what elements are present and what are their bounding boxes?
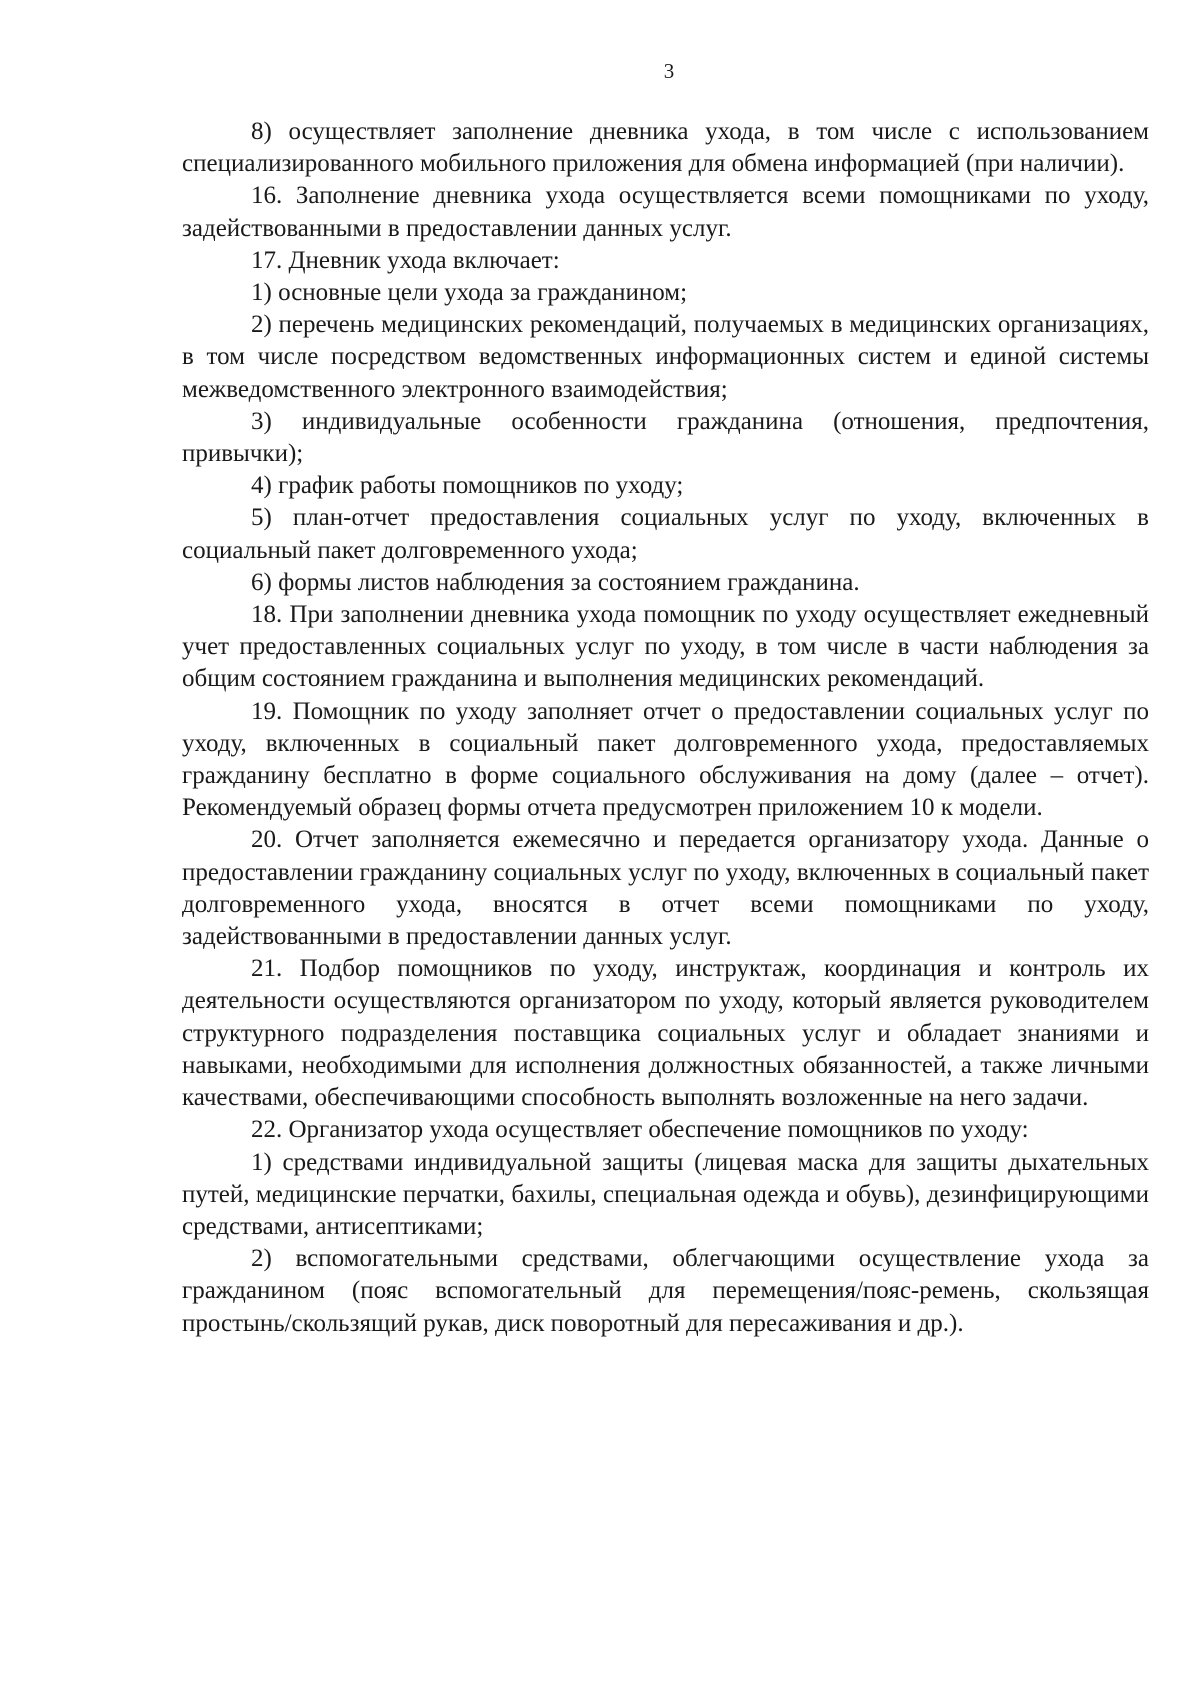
paragraph-18: 18. При заполнении дневника ухода помощник по уходу осуществляет ежедневный учет предоставленных социальных услуг по уходу, в том числе в части наблюдения за общим состоянием гражданина и выполнения медицинских рекомендаций. [182, 601, 1149, 693]
paragraph-20: 20. Отчет заполняется ежемесячно и передается организатору ухода. Данные о предоставлении гражданину социальных услуг по уходу, включенных в социальный пакет долговременного ухода, вносятся в отчет всеми помощниками по уходу, задействованными в предоставлении данных услуг. [182, 826, 1149, 951]
paragraph-17: 17. Дневник ухода включает: [251, 246, 560, 274]
paragraph-17-item-3: 3) индивидуальные особенности гражданина (отношения, предпочтения, привычки); [182, 407, 1149, 468]
paragraph-17-item-5: 5) план-отчет предоставления социальных услуг по уходу, включенных в социальный пакет долговременного ухода; [182, 504, 1149, 564]
paragraph-17-item-2: 2) перечень медицинских рекомендаций, получаемых в медицинских организациях, в том числе посредством ведомственных информационных систем и единой системы межведомственного электронного взаимодействия; [182, 311, 1149, 403]
paragraph-17-item-6: 6) формы листов наблюдения за состоянием гражданина. [251, 568, 860, 596]
paragraph-21: 21. Подбор помощников по уходу, инструктаж, координация и контроль их деятельности осуществляются организатором по уходу, который является руководителем структурного подразделения поставщика социальных услуг и обладает знаниями и навыками, необходимыми для исполнения должностных обязанностей, а также личными качествами, обеспечивающими способность выполнять возложенные на него задачи. [182, 955, 1149, 1112]
paragraph-16: 16. Заполнение дневника ухода осуществляется всеми помощниками по уходу, задействованными в предоставлении данных услуг. [182, 182, 1149, 242]
paragraph-item-8: 8) осуществляет заполнение дневника ухода, в том числе с использованием специализированного мобильного приложения для обмена информацией (при наличии). [182, 118, 1149, 178]
page-number: 3 [663, 59, 675, 83]
paragraph-17-item-4: 4) график работы помощников по уходу; [251, 472, 684, 500]
paragraph-22-item-2: 2) вспомогательными средствами, облегчающими осуществление ухода за гражданином (пояс вспомогательный для перемещения/пояс-ремень, скользящая простынь/скользящий рукав, диск поворотный для пересаживания и др.). [182, 1245, 1149, 1337]
paragraph-17-item-1: 1) основные цели ухода за гражданином; [251, 279, 688, 307]
paragraph-22: 22. Организатор ухода осуществляет обеспечение помощников по уходу: [251, 1116, 1029, 1144]
paragraph-19: 19. Помощник по уходу заполняет отчет о предоставлении социальных услуг по уходу, включенных в социальный пакет долговременного ухода, предоставляемых гражданину бесплатно в форме социального обслуживания на дому (далее – отчет). Рекомендуемый образец формы отчета предусмотрен приложением 10 к модели. [182, 697, 1149, 822]
document-body [182, 116, 1149, 1340]
paragraph-22-item-1: 1) средствами индивидуальной защиты (лицевая маска для защиты дыхательных путей, медицинские перчатки, бахилы, специальная одежда и обувь), дезинфицирующими средствами, антисептиками; [182, 1148, 1149, 1240]
